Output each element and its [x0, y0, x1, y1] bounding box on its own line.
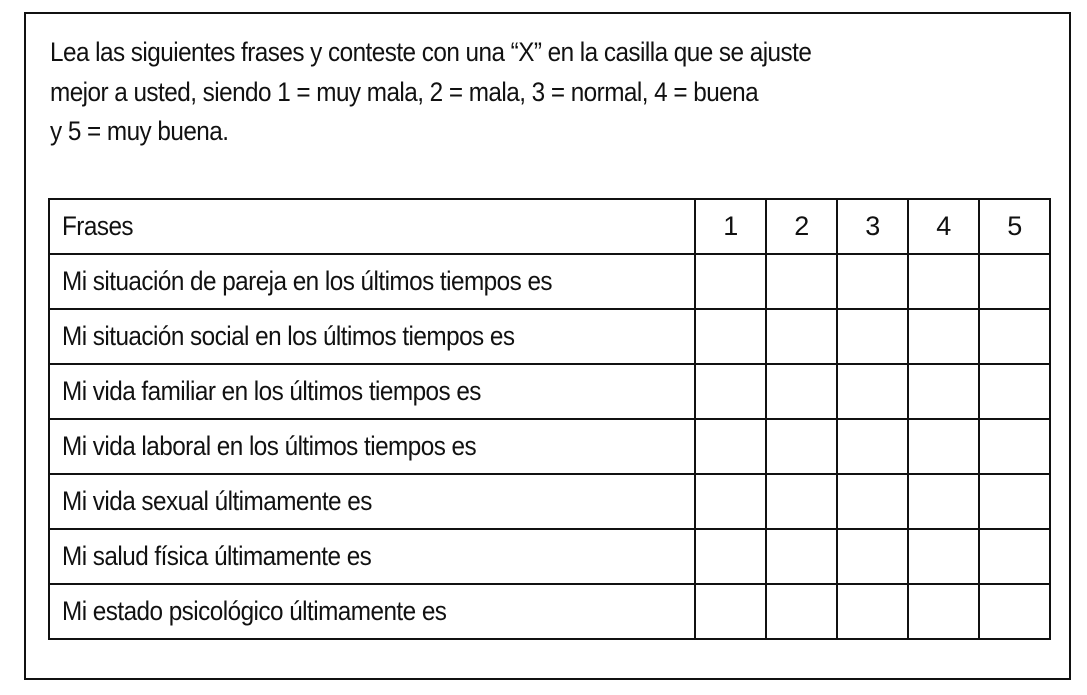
- rating-box-5[interactable]: [979, 529, 1050, 584]
- phrase-text: Mi vida familiar en los últimos tiempos es: [62, 376, 481, 406]
- header-rating-3: 3: [837, 199, 908, 254]
- rating-box-5[interactable]: [979, 254, 1050, 309]
- rating-box-4[interactable]: [908, 584, 979, 639]
- rating-box-1[interactable]: [695, 254, 766, 309]
- header-phrases: [49, 199, 695, 254]
- instructions-text: [50, 33, 932, 152]
- phrase-cell: [49, 474, 695, 529]
- rating-box-2[interactable]: [766, 584, 837, 639]
- instructions-line-2: mejor a usted, siendo 1 = muy mala, 2 = mala, 3 = normal, 4 = buena: [50, 76, 759, 107]
- instructions-line-1: Lea las siguientes frases y conteste con una “X” en la casilla que se ajuste: [50, 37, 812, 67]
- rating-box-3[interactable]: [837, 364, 908, 419]
- rating-box-1[interactable]: [695, 529, 766, 584]
- header-rating-4: 4: [908, 199, 979, 254]
- rating-box-3[interactable]: [837, 419, 908, 474]
- rating-box-4[interactable]: [908, 474, 979, 529]
- phrase-text: Mi situación de pareja en los últimos tiempos es: [62, 266, 553, 296]
- phrase-text: Mi salud física últimamente es: [62, 541, 372, 571]
- rating-box-3[interactable]: [837, 584, 908, 639]
- rating-box-2[interactable]: [766, 254, 837, 309]
- header-rating-5: 5: [979, 199, 1050, 254]
- header-phrases-label: Frases: [62, 211, 134, 241]
- header-rating-2: 2: [766, 199, 837, 254]
- phrase-cell: [49, 309, 695, 364]
- rating-box-1[interactable]: [695, 474, 766, 529]
- header-rating-1: 1: [695, 199, 766, 254]
- table-row: [49, 584, 1050, 639]
- table-row: [49, 529, 1050, 584]
- phrase-cell: [49, 529, 695, 584]
- table-row: [49, 254, 1050, 309]
- rating-box-5[interactable]: [979, 474, 1050, 529]
- instructions-line-3: y 5 = muy buena.: [50, 116, 229, 146]
- rating-box-3[interactable]: [837, 529, 908, 584]
- rating-box-2[interactable]: [766, 309, 837, 364]
- phrase-text: Mi vida laboral en los últimos tiempos es: [62, 431, 477, 461]
- rating-box-3[interactable]: [837, 309, 908, 364]
- rating-box-1[interactable]: [695, 309, 766, 364]
- phrase-text: Mi estado psicológico últimamente es: [62, 596, 447, 626]
- rating-box-5[interactable]: [979, 364, 1050, 419]
- rating-box-5[interactable]: [979, 584, 1050, 639]
- rating-box-2[interactable]: [766, 474, 837, 529]
- rating-table: [48, 198, 1051, 640]
- rating-box-5[interactable]: [979, 309, 1050, 364]
- table-row: [49, 309, 1050, 364]
- phrase-text: Mi situación social en los últimos tiempos es: [62, 321, 515, 351]
- phrase-cell: [49, 364, 695, 419]
- table-header-row: [49, 199, 1050, 254]
- rating-box-1[interactable]: [695, 584, 766, 639]
- table-row: [49, 474, 1050, 529]
- table-row: [49, 419, 1050, 474]
- rating-box-2[interactable]: [766, 419, 837, 474]
- phrase-cell: [49, 419, 695, 474]
- rating-box-4[interactable]: [908, 254, 979, 309]
- rating-box-4[interactable]: [908, 364, 979, 419]
- rating-box-4[interactable]: [908, 419, 979, 474]
- phrase-text: Mi vida sexual últimamente es: [62, 486, 372, 516]
- rating-box-1[interactable]: [695, 364, 766, 419]
- phrase-cell: [49, 254, 695, 309]
- rating-box-1[interactable]: [695, 419, 766, 474]
- rating-box-2[interactable]: [766, 529, 837, 584]
- rating-box-3[interactable]: [837, 474, 908, 529]
- rating-box-4[interactable]: [908, 529, 979, 584]
- table-row: [49, 364, 1050, 419]
- rating-box-5[interactable]: [979, 419, 1050, 474]
- rating-box-4[interactable]: [908, 309, 979, 364]
- rating-box-2[interactable]: [766, 364, 837, 419]
- rating-box-3[interactable]: [837, 254, 908, 309]
- phrase-cell: [49, 584, 695, 639]
